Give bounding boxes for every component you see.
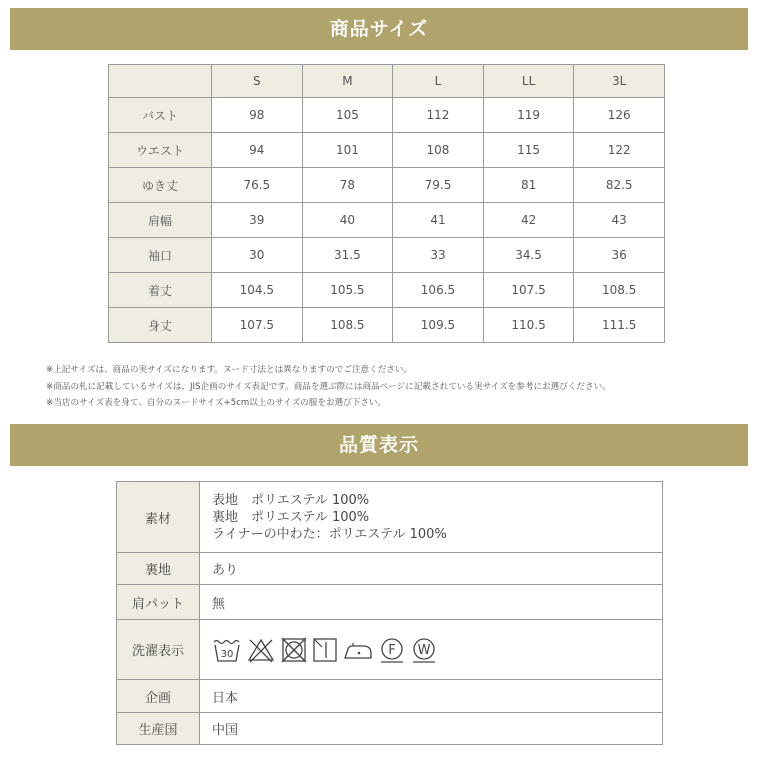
note-line: ※当店のサイズ表を身て、自分のヌードサイズ+5cm以上のサイズの服をお選び下さい。 bbox=[46, 398, 387, 408]
no-bleach-icon bbox=[246, 636, 276, 664]
size-row-label: 身丈 bbox=[109, 308, 212, 343]
size-cell: 108.5 bbox=[574, 273, 665, 308]
size-cell: 101 bbox=[302, 133, 393, 168]
size-section-banner: 商品サイズ bbox=[10, 8, 748, 50]
size-row bbox=[109, 308, 665, 343]
size-cell: 115 bbox=[483, 133, 574, 168]
line-dry-shade-icon bbox=[312, 636, 338, 664]
planning-row bbox=[117, 680, 663, 713]
wash-30-icon bbox=[212, 636, 242, 664]
size-cell: 119 bbox=[483, 98, 574, 133]
material-line-filling: ライナーの中わた：ポリエステル 100% bbox=[212, 526, 447, 542]
washing-value bbox=[200, 620, 663, 680]
quality-section-banner: 品質表示 bbox=[10, 424, 748, 466]
size-cell: 31.5 bbox=[302, 238, 393, 273]
size-cell: 107.5 bbox=[212, 308, 303, 343]
washing-label: 洗濯表示 bbox=[117, 620, 200, 680]
size-cell: 111.5 bbox=[574, 308, 665, 343]
size-corner-cell bbox=[109, 65, 212, 98]
shoulder-pad-label: 肩パット bbox=[117, 585, 200, 620]
size-row-label: バスト bbox=[109, 98, 212, 133]
size-cell: 41 bbox=[393, 203, 484, 238]
shoulder-pad-row bbox=[117, 585, 663, 620]
size-row-label: ウエスト bbox=[109, 133, 212, 168]
size-row-label: 着丈 bbox=[109, 273, 212, 308]
size-cell: 126 bbox=[574, 98, 665, 133]
quality-table bbox=[116, 481, 663, 745]
wet-clean-w-icon bbox=[410, 636, 438, 664]
size-row bbox=[109, 168, 665, 203]
size-cell: 112 bbox=[393, 98, 484, 133]
size-row bbox=[109, 238, 665, 273]
iron-low-icon bbox=[342, 636, 374, 664]
size-cell: 108.5 bbox=[302, 308, 393, 343]
size-row bbox=[109, 273, 665, 308]
size-row-label: 肩幅 bbox=[109, 203, 212, 238]
size-row bbox=[109, 98, 665, 133]
washing-row bbox=[117, 620, 663, 680]
size-column-header: L bbox=[393, 65, 484, 98]
size-row bbox=[109, 133, 665, 168]
origin-row bbox=[117, 713, 663, 745]
note-line: ※上記サイズは、商品の実サイズになります。ヌード寸法とは異なりますのでご注意ください。 bbox=[46, 365, 413, 375]
size-cell: 43 bbox=[574, 203, 665, 238]
planning-value: 日本 bbox=[200, 680, 663, 713]
size-cell: 79.5 bbox=[393, 168, 484, 203]
material-line-lining: 裏地 ポリエステル 100% bbox=[212, 509, 370, 525]
dry-clean-letter: F bbox=[388, 642, 396, 658]
origin-value: 中国 bbox=[200, 713, 663, 745]
note-line: ※商品の札に記載しているサイズは、JIS企画のサイズ表記です。商品を選ぶ際には商品ページに記載されている実サイズを参考にお選びください。 bbox=[46, 381, 611, 392]
size-cell: 34.5 bbox=[483, 238, 574, 273]
material-line-outer: 表地 ポリエステル 100% bbox=[212, 492, 370, 508]
size-cell: 122 bbox=[574, 133, 665, 168]
material-row bbox=[117, 482, 663, 553]
size-cell: 81 bbox=[483, 168, 574, 203]
size-cell: 110.5 bbox=[483, 308, 574, 343]
size-column-header: M bbox=[302, 65, 393, 98]
size-column-header: LL bbox=[483, 65, 574, 98]
size-row bbox=[109, 203, 665, 238]
wash-temp: 30 bbox=[220, 648, 234, 660]
size-cell: 107.5 bbox=[483, 273, 574, 308]
material-label: 素材 bbox=[117, 482, 200, 553]
origin-label: 生産国 bbox=[117, 713, 200, 745]
size-cell: 40 bbox=[302, 203, 393, 238]
size-cell: 78 bbox=[302, 168, 393, 203]
size-cell: 104.5 bbox=[212, 273, 303, 308]
size-cell: 39 bbox=[212, 203, 303, 238]
size-column-header: S bbox=[212, 65, 303, 98]
size-cell: 94 bbox=[212, 133, 303, 168]
size-cell: 109.5 bbox=[393, 308, 484, 343]
size-cell: 42 bbox=[483, 203, 574, 238]
size-header-row bbox=[109, 65, 665, 98]
size-cell: 30 bbox=[212, 238, 303, 273]
no-tumble-dry-icon bbox=[280, 636, 308, 664]
size-notes bbox=[46, 362, 746, 412]
planning-label: 企画 bbox=[117, 680, 200, 713]
wet-clean-letter: W bbox=[417, 642, 431, 658]
size-column-header: 3L bbox=[574, 65, 665, 98]
lining-value: あり bbox=[200, 553, 663, 585]
material-value bbox=[200, 482, 663, 553]
shoulder-pad-value: 無 bbox=[200, 585, 663, 620]
lining-row bbox=[117, 553, 663, 585]
size-cell: 76.5 bbox=[212, 168, 303, 203]
size-cell: 33 bbox=[393, 238, 484, 273]
lining-label: 裏地 bbox=[117, 553, 200, 585]
dry-clean-f-icon bbox=[378, 636, 406, 664]
size-cell: 105.5 bbox=[302, 273, 393, 308]
size-cell: 106.5 bbox=[393, 273, 484, 308]
size-cell: 108 bbox=[393, 133, 484, 168]
size-table bbox=[108, 64, 665, 343]
size-cell: 98 bbox=[212, 98, 303, 133]
size-cell: 36 bbox=[574, 238, 665, 273]
size-row-label: ゆき丈 bbox=[109, 168, 212, 203]
size-cell: 105 bbox=[302, 98, 393, 133]
size-row-label: 袖口 bbox=[109, 238, 212, 273]
size-cell: 82.5 bbox=[574, 168, 665, 203]
care-icons bbox=[212, 636, 650, 664]
